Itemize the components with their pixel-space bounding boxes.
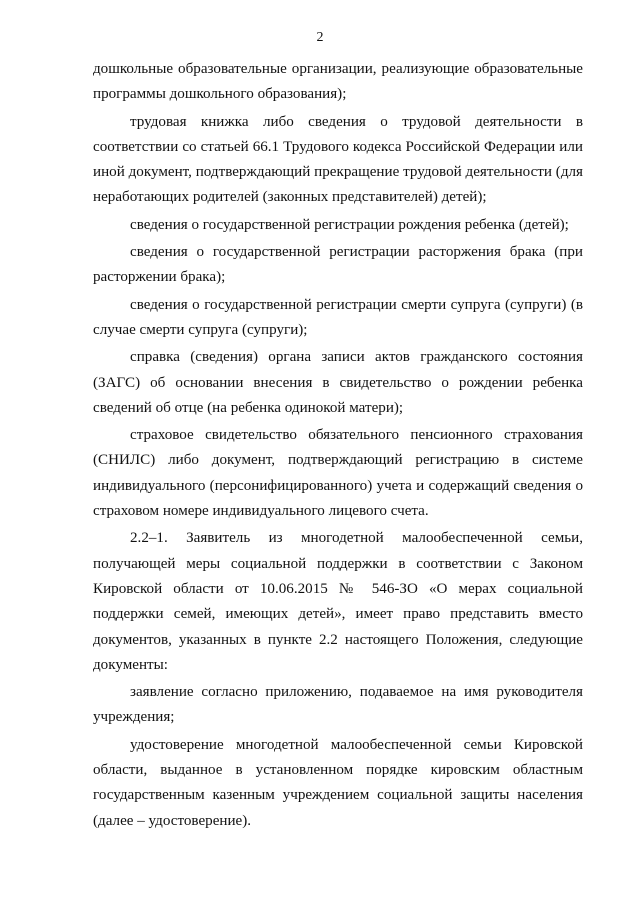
page-number: 2 <box>316 30 324 45</box>
paragraph: справка (сведения) органа записи актов гражданского состояния (ЗАГС) об основании внесения в свидетельство о рождении ребенка сведений об отце (на ребенка одинокой матери); <box>93 349 583 416</box>
paragraph: удостоверение многодетной малообеспеченной семьи Кировской области, выданное в установленном порядке кировским областным государственным казенным учреждением социальной защиты населения (далее – удостоверение). <box>93 736 583 829</box>
document-body <box>93 57 583 834</box>
paragraph: заявление согласно приложению, подаваемое на имя руководителя учреждения; <box>93 684 583 726</box>
paragraph: дошкольные образовательные организации, реализующие образовательные программы дошкольного образования); <box>93 61 583 103</box>
paragraph: страховое свидетельство обязательного пенсионного страхования (СНИЛС) либо документ, подтверждающий регистрацию в системе индивидуального (персонифицированного) учета и содержащий сведения о страховом номере индивидуального лицевого счета. <box>93 427 583 520</box>
paragraph: сведения о государственной регистрации расторжения брака (при расторжении брака); <box>93 244 583 286</box>
paragraph: трудовая книжка либо сведения о трудовой деятельности в соответствии со статьей 66.1 Трудового кодекса Российской Федерации или иной документ, подтверждающий прекращение трудовой деятельности (для неработающих родителей (законных представителей) детей); <box>93 113 583 206</box>
paragraph: сведения о государственной регистрации смерти супруга (супруги) (в случае смерти супруга (супруги); <box>93 296 583 338</box>
paragraph: сведения о государственной регистрации рождения ребенка (детей); <box>130 216 569 233</box>
paragraph: 2.2–1. Заявитель из многодетной малообеспеченной семьи, получающей меры социальной поддержки в соответствии с Законом Кировской области от 10.06.2015 № 546-ЗО «О мерах социальной поддержки семей, имеющих детей», имеет право представить вместо документов, указанных в пункте 2.2 настоящего Положения, следующие документы: <box>93 530 583 673</box>
